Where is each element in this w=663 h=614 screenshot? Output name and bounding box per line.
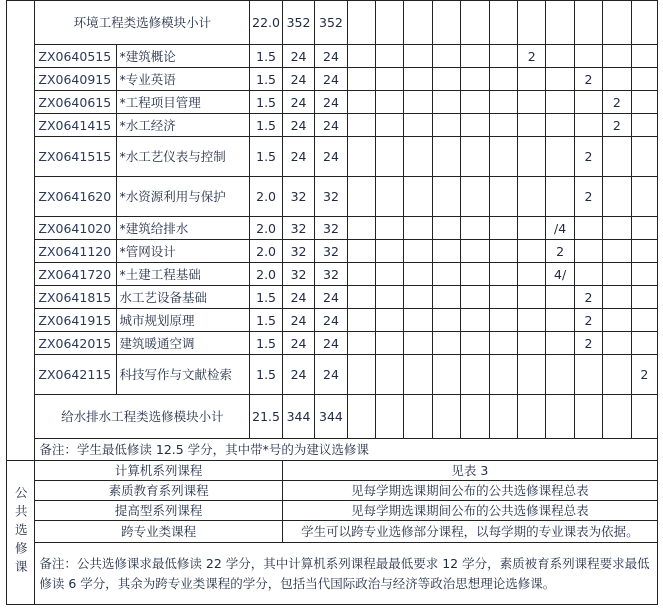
semester-cell — [603, 68, 631, 91]
semester-cell — [518, 177, 546, 217]
public-course-desc: 学生可以跨专业选修部分课程，以每学期的专业课表为依据。 — [282, 521, 657, 543]
course-name: *水资源利用与保护 — [116, 177, 250, 217]
semester-cell — [404, 45, 432, 68]
course-code: ZX0640515 — [35, 45, 116, 68]
course-name: *建筑给排水 — [116, 217, 250, 240]
semester-cell — [489, 114, 517, 137]
course-credits: 1.5 — [250, 332, 282, 355]
semester-cell — [347, 137, 375, 177]
course-name: *建筑概论 — [116, 45, 250, 68]
semester-cell — [432, 355, 460, 395]
semester-cell — [404, 217, 432, 240]
semester-cell — [376, 68, 404, 91]
course-total: 24 — [315, 309, 347, 332]
semester-cell — [432, 177, 460, 217]
semester-cell — [631, 240, 657, 263]
course-name: *水工艺仪表与控制 — [116, 137, 250, 177]
course-code: ZX0640615 — [35, 91, 116, 114]
semester-cell — [432, 45, 460, 68]
course-code: ZX0641815 — [35, 286, 116, 309]
semester-cell — [546, 177, 574, 217]
semester-cell — [631, 309, 657, 332]
semester-cell: /4 — [546, 217, 574, 240]
semester-cell — [574, 45, 602, 68]
semester-cell — [404, 355, 432, 395]
public-course-name: 提高型系列课程 — [35, 501, 282, 521]
semester-cell: 2 — [574, 332, 602, 355]
semester-cell: 2 — [546, 240, 574, 263]
semester-cell — [432, 137, 460, 177]
semester-cell — [404, 68, 432, 91]
semester-cell — [461, 332, 489, 355]
semester-cell — [518, 355, 546, 395]
course-name: *土建工程基础 — [116, 263, 250, 286]
semester-cell — [603, 286, 631, 309]
semester-cell — [518, 114, 546, 137]
semester-cell — [461, 91, 489, 114]
semester-cell — [347, 91, 375, 114]
course-table — [6, 0, 658, 605]
course-hours: 32 — [282, 263, 314, 286]
course-total: 24 — [315, 45, 347, 68]
semester-cell — [489, 217, 517, 240]
semester-cell — [489, 137, 517, 177]
semester-cell: 4/ — [546, 263, 574, 286]
semester-cell — [376, 177, 404, 217]
semester-cell — [461, 137, 489, 177]
semester-cell — [603, 240, 631, 263]
semester-cell — [376, 91, 404, 114]
semester-cell — [631, 286, 657, 309]
course-hours: 32 — [282, 177, 314, 217]
semester-cell — [347, 263, 375, 286]
env-module-total: 352 — [315, 1, 347, 45]
semester-cell — [432, 114, 460, 137]
semester-cell — [574, 91, 602, 114]
semester-cell — [404, 177, 432, 217]
course-hours: 24 — [282, 286, 314, 309]
module-note: 备注：学生最低修读 12.5 学分，其中带*号的为建议选修课 — [35, 439, 658, 461]
semester-cell — [518, 217, 546, 240]
semester-cell: 2 — [603, 91, 631, 114]
semester-cell — [404, 240, 432, 263]
env-module-hours: 352 — [282, 1, 314, 45]
course-row — [7, 240, 658, 263]
semester-cell — [631, 68, 657, 91]
semester-cell — [603, 137, 631, 177]
env-module-subtotal-row — [7, 1, 658, 45]
course-name: *专业英语 — [116, 68, 250, 91]
semester-cell — [489, 332, 517, 355]
semester-cell — [347, 286, 375, 309]
semester-cell — [546, 114, 574, 137]
semester-cell — [347, 355, 375, 395]
semester-cell — [518, 91, 546, 114]
course-row — [7, 137, 658, 177]
course-name: *管网设计 — [116, 240, 250, 263]
semester-cell — [432, 240, 460, 263]
side-blank — [7, 1, 35, 461]
public-course-desc: 见每学期选课期间公布的公共选修课程总表 — [282, 501, 657, 521]
course-code: ZX0641415 — [35, 114, 116, 137]
semester-cell — [631, 45, 657, 68]
semester-cell — [574, 240, 602, 263]
course-row — [7, 286, 658, 309]
semester-cell — [432, 68, 460, 91]
public-elective-label: 公共选修课 — [7, 461, 35, 605]
semester-cell — [631, 217, 657, 240]
semester-cell — [631, 332, 657, 355]
semester-cell — [461, 217, 489, 240]
semester-cell — [376, 240, 404, 263]
course-hours: 24 — [282, 137, 314, 177]
semester-cell — [461, 309, 489, 332]
public-course-name: 计算机系列课程 — [35, 461, 282, 481]
semester-cell — [489, 68, 517, 91]
semester-cell: 2 — [574, 137, 602, 177]
course-credits: 1.5 — [250, 45, 282, 68]
semester-cell — [432, 217, 460, 240]
semester-cell — [404, 286, 432, 309]
course-total: 24 — [315, 137, 347, 177]
semester-cell — [574, 355, 602, 395]
semester-cell — [376, 332, 404, 355]
course-hours: 24 — [282, 355, 314, 395]
semester-cell — [489, 45, 517, 68]
semester-cell — [518, 309, 546, 332]
course-row — [7, 91, 658, 114]
env-module-credits: 22.0 — [250, 1, 282, 45]
course-credits: 2.0 — [250, 263, 282, 286]
course-credits: 1.5 — [250, 309, 282, 332]
semester-cell — [546, 68, 574, 91]
public-course-row — [7, 461, 658, 481]
semester-cell — [518, 68, 546, 91]
course-code: ZX0641120 — [35, 240, 116, 263]
semester-cell — [603, 177, 631, 217]
semester-cell — [404, 91, 432, 114]
semester-cell — [461, 45, 489, 68]
course-row — [7, 355, 658, 395]
semester-cell — [432, 309, 460, 332]
semester-cell — [631, 137, 657, 177]
semester-cell — [461, 240, 489, 263]
course-code: ZX0642115 — [35, 355, 116, 395]
semester-cell — [546, 91, 574, 114]
semester-cell — [631, 177, 657, 217]
course-credits: 1.5 — [250, 286, 282, 309]
semester-cell — [461, 114, 489, 137]
course-total: 32 — [315, 240, 347, 263]
semester-cell — [518, 137, 546, 177]
semester-cell — [546, 355, 574, 395]
semester-cell — [461, 355, 489, 395]
semester-cell — [404, 263, 432, 286]
course-row — [7, 332, 658, 355]
semester-cell — [347, 68, 375, 91]
semester-cell — [489, 355, 517, 395]
course-credits: 2.0 — [250, 177, 282, 217]
semester-cell — [489, 177, 517, 217]
note-row — [7, 439, 658, 461]
semester-cell — [347, 309, 375, 332]
semester-cell — [518, 332, 546, 355]
public-course-name: 素质教育系列课程 — [35, 481, 282, 501]
env-module-name: 环境工程类选修模块小计 — [35, 1, 250, 45]
semester-cell — [347, 332, 375, 355]
course-credits: 1.5 — [250, 137, 282, 177]
semester-cell — [347, 45, 375, 68]
semester-cell — [603, 355, 631, 395]
course-credits: 1.5 — [250, 355, 282, 395]
course-name: 建筑暖通空调 — [116, 332, 250, 355]
course-hours: 24 — [282, 45, 314, 68]
course-row — [7, 177, 658, 217]
semester-cell — [347, 177, 375, 217]
course-row — [7, 45, 658, 68]
semester-cell — [546, 286, 574, 309]
semester-cell — [376, 114, 404, 137]
semester-cell — [376, 263, 404, 286]
semester-cell — [432, 332, 460, 355]
semester-cell — [546, 45, 574, 68]
semester-cell — [347, 217, 375, 240]
course-credits: 1.5 — [250, 91, 282, 114]
semester-cell — [461, 177, 489, 217]
course-total: 24 — [315, 91, 347, 114]
semester-cell — [489, 286, 517, 309]
public-course-row — [7, 501, 658, 521]
course-code: ZX0641020 — [35, 217, 116, 240]
course-name: 水工艺设备基础 — [116, 286, 250, 309]
semester-cell — [461, 68, 489, 91]
water-module-name: 给水排水工程类选修模块小计 — [35, 395, 250, 439]
semester-cell — [376, 309, 404, 332]
semester-cell — [489, 263, 517, 286]
course-total: 32 — [315, 217, 347, 240]
semester-cell — [404, 137, 432, 177]
semester-cell — [404, 114, 432, 137]
course-name: *水工经济 — [116, 114, 250, 137]
public-course-row — [7, 521, 658, 543]
semester-cell — [376, 45, 404, 68]
semester-cell: 2 — [574, 177, 602, 217]
course-credits: 1.5 — [250, 68, 282, 91]
semester-cell — [347, 114, 375, 137]
course-total: 24 — [315, 114, 347, 137]
course-row — [7, 217, 658, 240]
course-credits: 2.0 — [250, 240, 282, 263]
semester-cell: 2 — [574, 286, 602, 309]
course-credits: 1.5 — [250, 114, 282, 137]
semester-cell — [376, 355, 404, 395]
semester-cell: 2 — [631, 355, 657, 395]
semester-cell — [603, 45, 631, 68]
public-course-row — [7, 481, 658, 501]
semester-cell — [404, 332, 432, 355]
water-module-hours: 344 — [282, 395, 314, 439]
course-code: ZX0642015 — [35, 332, 116, 355]
semester-cell — [432, 91, 460, 114]
semester-cell: 2 — [574, 309, 602, 332]
semester-cell — [461, 286, 489, 309]
semester-cell — [489, 309, 517, 332]
semester-cell — [489, 91, 517, 114]
course-name: *工程项目管理 — [116, 91, 250, 114]
public-note-row — [7, 543, 658, 605]
semester-cell — [631, 114, 657, 137]
course-total: 32 — [315, 263, 347, 286]
course-hours: 24 — [282, 68, 314, 91]
semester-cell — [631, 263, 657, 286]
semester-cell — [376, 217, 404, 240]
semester-cell — [518, 240, 546, 263]
course-row — [7, 263, 658, 286]
course-hours: 32 — [282, 217, 314, 240]
course-hours: 24 — [282, 309, 314, 332]
course-total: 24 — [315, 332, 347, 355]
semester-cell — [603, 263, 631, 286]
course-hours: 24 — [282, 91, 314, 114]
semester-cell — [432, 286, 460, 309]
course-total: 32 — [315, 177, 347, 217]
semester-cell — [546, 137, 574, 177]
semester-cell — [574, 114, 602, 137]
semester-cell — [404, 309, 432, 332]
semester-cell — [574, 263, 602, 286]
semester-cell — [518, 286, 546, 309]
semester-cell — [461, 263, 489, 286]
semester-cell — [347, 240, 375, 263]
course-code: ZX0640915 — [35, 68, 116, 91]
water-module-total: 344 — [315, 395, 347, 439]
semester-cell — [546, 332, 574, 355]
course-name: 城市规划原理 — [116, 309, 250, 332]
semester-cell: 2 — [518, 45, 546, 68]
semester-cell — [546, 309, 574, 332]
semester-cell — [603, 332, 631, 355]
water-module-credits: 21.5 — [250, 395, 282, 439]
public-course-name: 跨专业类课程 — [35, 521, 282, 543]
course-hours: 24 — [282, 114, 314, 137]
course-name: 科技写作与文献检索 — [116, 355, 250, 395]
course-code: ZX0641515 — [35, 137, 116, 177]
course-code: ZX0641720 — [35, 263, 116, 286]
water-module-subtotal-row — [7, 395, 658, 439]
semester-cell — [603, 217, 631, 240]
semester-cell — [376, 137, 404, 177]
course-row — [7, 114, 658, 137]
course-code: ZX0641915 — [35, 309, 116, 332]
course-total: 24 — [315, 68, 347, 91]
semester-cell: 2 — [603, 114, 631, 137]
course-hours: 32 — [282, 240, 314, 263]
semester-cell — [489, 240, 517, 263]
semester-cell — [603, 309, 631, 332]
public-course-desc: 见每学期选课期间公布的公共选修课程总表 — [282, 481, 657, 501]
semester-cell — [518, 263, 546, 286]
course-credits: 2.0 — [250, 217, 282, 240]
semester-cell — [376, 286, 404, 309]
semester-cell — [574, 217, 602, 240]
public-course-desc: 见表 3 — [282, 461, 657, 481]
course-code: ZX0641620 — [35, 177, 116, 217]
semester-cell — [631, 91, 657, 114]
course-row — [7, 68, 658, 91]
semester-cell: 2 — [574, 68, 602, 91]
course-row — [7, 309, 658, 332]
semester-cell — [432, 263, 460, 286]
course-total: 24 — [315, 286, 347, 309]
course-hours: 24 — [282, 332, 314, 355]
public-note: 备注：公共选修课求最低修读 22 学分，其中计算机系列课程最最低要求 12 学分，素质被育系列课程要求最低修读 6 学分，其余为跨专业类课程的学分，包括当代国际政治与经济等政治思想理论选修课。 — [35, 543, 658, 605]
course-total: 24 — [315, 355, 347, 395]
